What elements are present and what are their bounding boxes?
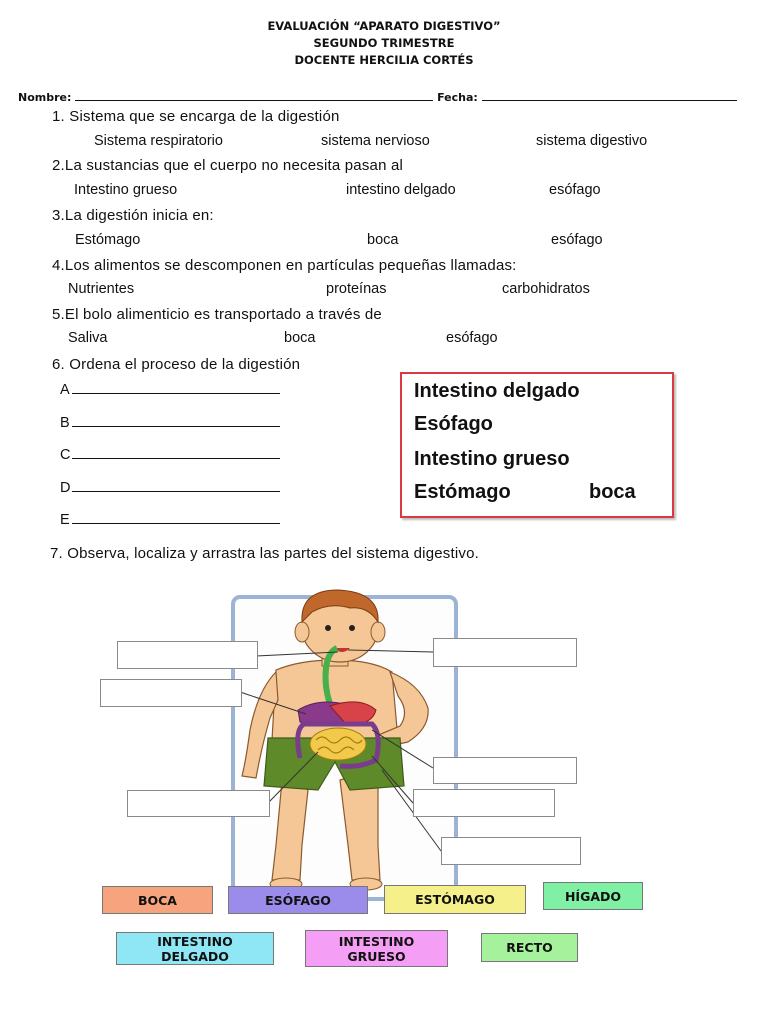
question-4-text: 4.Los alimentos se descomponen en partículas pequeñas llamadas: xyxy=(52,257,517,274)
label-boca[interactable] xyxy=(102,886,213,914)
worksheet-subtitle: SEGUNDO TRIMESTRE xyxy=(313,36,455,50)
drop-box-2[interactable] xyxy=(100,679,242,707)
question-5-text: 5.El bolo alimenticio es transportado a través de xyxy=(52,306,382,323)
q2-option-2[interactable]: intestino delgado xyxy=(346,182,456,198)
label-text-line: DELGADO xyxy=(161,948,229,964)
worksheet-title: EVALUACIÓN “APARATO DIGESTIVO” xyxy=(267,19,501,33)
drop-box-4[interactable] xyxy=(433,757,577,784)
word-bank-item: Estómago xyxy=(414,481,511,503)
worksheet-teacher: DOCENTE HERCILIA CORTÉS xyxy=(294,53,474,67)
drop-box-7[interactable] xyxy=(441,837,581,865)
word-bank-item: Intestino delgado xyxy=(414,380,580,402)
drop-box-6[interactable] xyxy=(413,789,555,817)
date-label: Fecha: xyxy=(437,91,478,104)
label-text: ESTÓMAGO xyxy=(415,892,495,907)
word-bank-item: boca xyxy=(589,481,636,503)
q4-option-3[interactable]: carbohidratos xyxy=(502,281,590,297)
eye xyxy=(349,625,355,631)
word-bank-item: Esófago xyxy=(414,413,493,435)
drop-box-5[interactable] xyxy=(127,790,270,817)
q1-option-1[interactable]: Sistema respiratorio xyxy=(94,133,223,149)
q4-option-1[interactable]: Nutrientes xyxy=(68,281,135,297)
label-text-line: INTESTINO xyxy=(157,933,233,949)
label-intestino-delgado[interactable] xyxy=(116,932,274,965)
question-1-text: 1. Sistema que se encarga de la digestión xyxy=(52,108,340,125)
name-label: Nombre: xyxy=(18,91,72,104)
label-esofago[interactable] xyxy=(228,886,368,914)
label-estomago[interactable] xyxy=(384,885,526,914)
label-text-line: INTESTINO xyxy=(338,933,415,949)
label-text: ESÓFAGO xyxy=(265,892,331,908)
q3-option-1[interactable]: Estómago xyxy=(75,232,141,248)
order-letter: B xyxy=(60,415,70,431)
order-letter: D xyxy=(60,480,71,496)
q1-option-2[interactable]: sistema nervioso xyxy=(321,133,430,149)
q5-option-3[interactable]: esófago xyxy=(446,330,498,346)
q5-option-1[interactable]: Saliva xyxy=(68,330,108,346)
order-letter: C xyxy=(60,447,71,463)
ear xyxy=(371,622,385,642)
word-bank-item: Intestino grueso xyxy=(414,448,570,470)
label-intestino-grueso[interactable] xyxy=(305,930,448,967)
q1-option-3[interactable]: sistema digestivo xyxy=(536,133,648,149)
ear xyxy=(295,622,309,642)
label-text: BOCA xyxy=(137,892,177,908)
question-3-text: 3.La digestión inicia en: xyxy=(52,207,214,224)
order-letter: A xyxy=(60,382,70,398)
order-letter: E xyxy=(60,512,70,528)
question-2-text: 2.La sustancias que el cuerpo no necesita pasan al xyxy=(52,157,404,174)
label-text: HÍGADO xyxy=(564,888,622,904)
drop-box-1[interactable] xyxy=(117,641,258,669)
drop-box-3[interactable] xyxy=(433,638,577,667)
q2-option-3[interactable]: esófago xyxy=(549,182,601,198)
question-6-text: 6. Ordena el proceso de la digestión xyxy=(52,356,301,373)
label-text: RECTO xyxy=(506,940,553,955)
label-text-line: GRUESO xyxy=(347,948,406,964)
q3-option-2[interactable]: boca xyxy=(367,232,399,248)
q2-option-1[interactable]: Intestino grueso xyxy=(74,182,178,198)
eye xyxy=(325,625,331,631)
question-7-text: 7. Observa, localiza y arrastra las partes del sistema digestivo. xyxy=(50,545,480,562)
label-higado[interactable] xyxy=(543,882,643,910)
q4-option-2[interactable]: proteínas xyxy=(326,281,387,297)
q3-option-3[interactable]: esófago xyxy=(551,232,603,248)
q5-option-2[interactable]: boca xyxy=(284,330,316,346)
small-intestine xyxy=(310,728,366,760)
label-recto[interactable] xyxy=(481,933,578,962)
